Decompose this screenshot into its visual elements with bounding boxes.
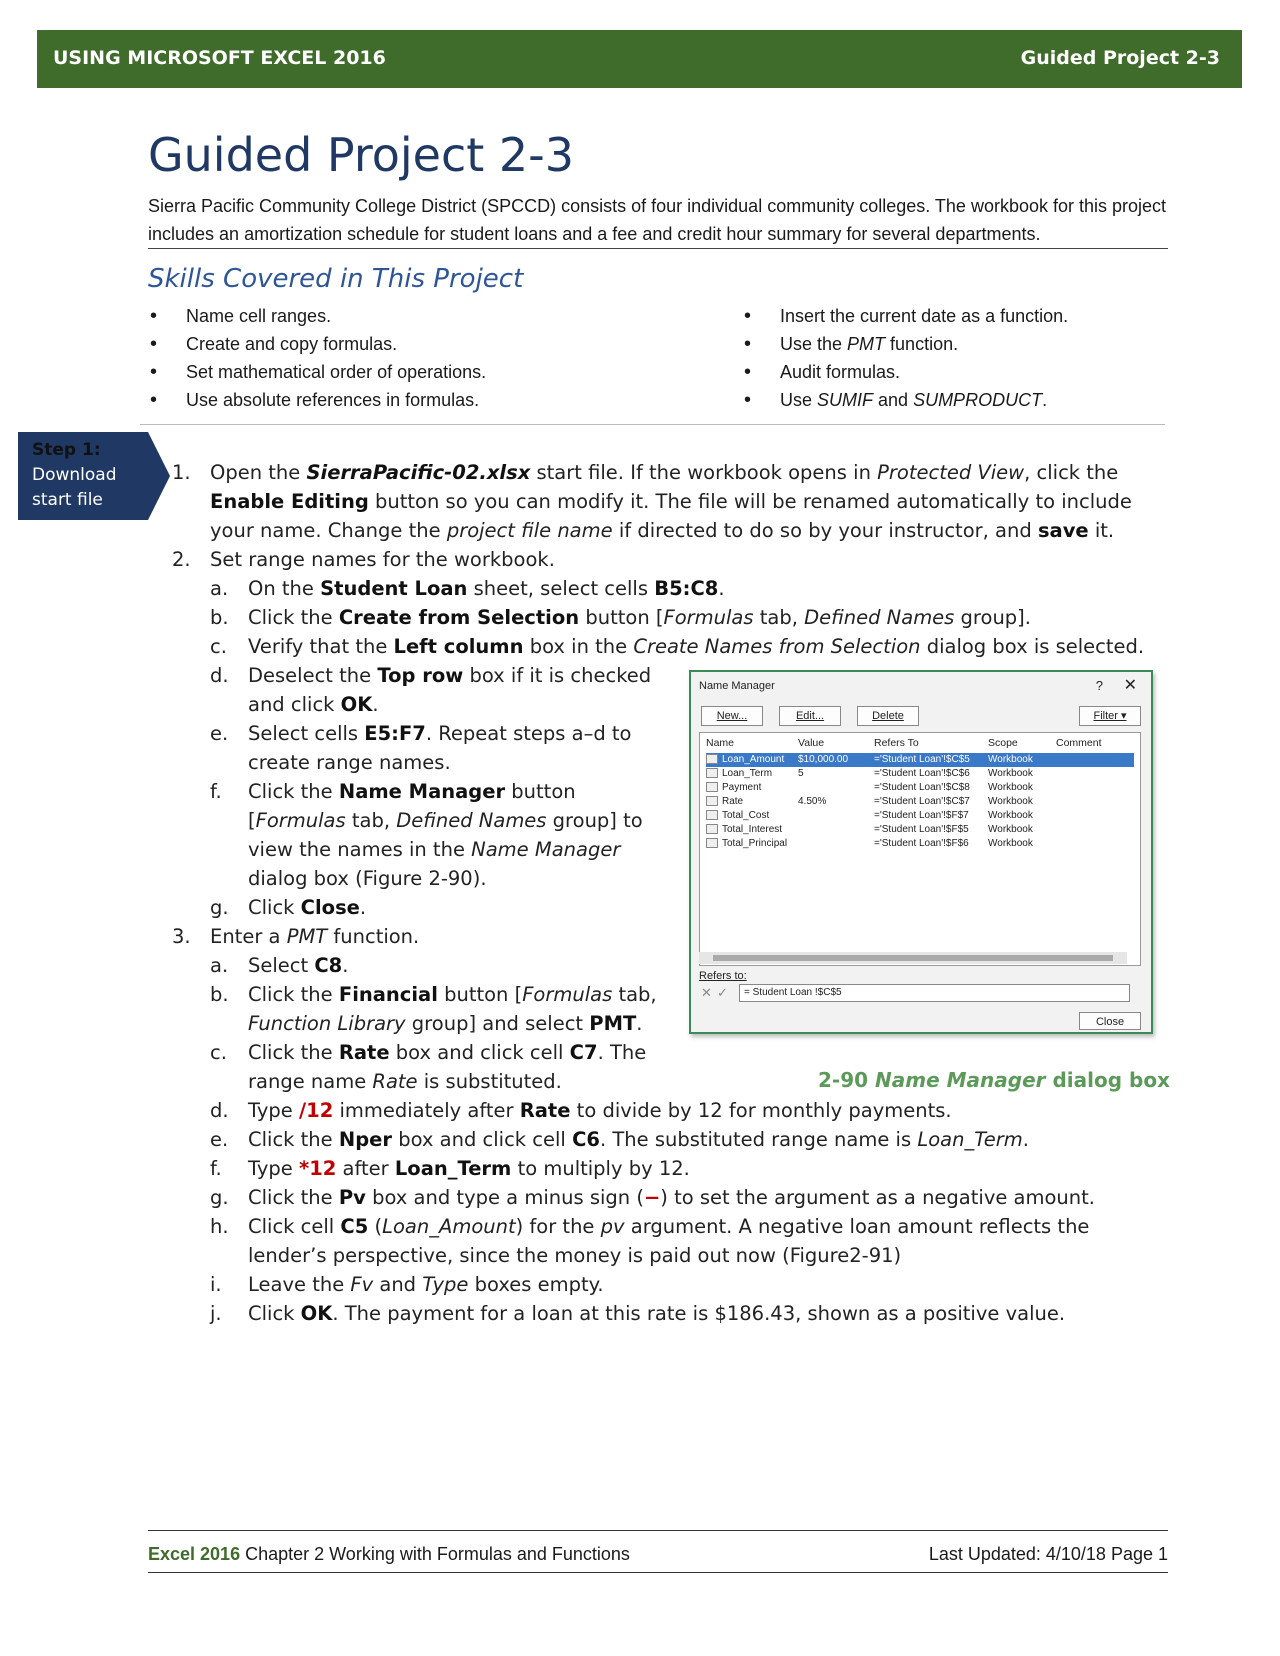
substep-letter: a. [210, 954, 229, 977]
step-line: Click the Financial button [Formulas tab, [248, 983, 657, 1006]
substep-letter: e. [210, 1128, 229, 1151]
substep-letter: f. [210, 1157, 222, 1180]
table-row[interactable]: Payment ='Student Loan'!$C$8 Workbook [706, 781, 1134, 795]
step-line: Select cells E5:F7. Repeat steps a–d to [248, 722, 632, 745]
table-row[interactable]: Loan_Term 5 ='Student Loan'!$C$6 Workbook [706, 767, 1134, 781]
footer-divider [148, 1530, 1168, 1531]
step-number: 1. [172, 461, 191, 484]
dialog-title: Name Manager [699, 680, 775, 692]
step-line: Select C8. [248, 954, 349, 977]
name-icon [706, 782, 718, 792]
step-line: On the Student Loan sheet, select cells B5:C8. [248, 577, 725, 600]
substep-letter: i. [210, 1273, 222, 1296]
intro-paragraph: Sierra Pacific Community College District (SPCCD) consists of four individual community colleges. The workbook for this project includes an amortization schedule for student loans and a fee and credit hour summary for several departments. [148, 196, 1167, 244]
step-line: Click the Pv box and type a minus sign (−) to set the argument as a negative amount. [248, 1186, 1095, 1209]
substep-letter: g. [210, 1186, 229, 1209]
step-line: Type /12 immediately after Rate to divide by 12 for monthly payments. [248, 1099, 952, 1122]
step-tab-line: start file [32, 490, 103, 510]
step-line: your name. Change the project file name if directed to do so by your instructor, and save it. [210, 519, 1115, 542]
header-left: USING MICROSOFT EXCEL 2016 [53, 47, 386, 69]
substep-letter: g. [210, 896, 229, 919]
footer-left: Excel 2016 Chapter 2 Working with Formulas and Functions [148, 1544, 630, 1564]
skill-item: • Use absolute references in formulas. [148, 386, 486, 414]
step-line: Click the Rate box and click cell C7. The [248, 1041, 647, 1064]
name-icon [706, 824, 718, 834]
refers-to-input[interactable]: = Student Loan !$C$5 [739, 984, 1130, 1002]
step-line: Click the Name Manager button [248, 780, 576, 803]
column-header[interactable]: Value [798, 737, 825, 749]
step-line: Enable Editing button so you can modify it. The file will be renamed automatically to include [210, 490, 1132, 513]
skill-item: • Insert the current date as a function. [742, 302, 1068, 330]
column-header[interactable]: Name [706, 737, 735, 749]
step-line: view the names in the Name Manager [248, 838, 621, 861]
divider [148, 248, 1168, 249]
filter-button[interactable]: Filter ▾ [1079, 706, 1141, 726]
header-bar [37, 30, 1242, 88]
step-tab [18, 432, 148, 520]
substep-letter: b. [210, 606, 229, 629]
name-icon [706, 838, 718, 848]
footer-divider [148, 1572, 1168, 1573]
step-line: Click OK. The payment for a loan at this rate is $186.43, shown as a positive value. [248, 1302, 1066, 1325]
column-header[interactable]: Comment [1056, 737, 1102, 749]
names-list[interactable] [699, 732, 1141, 966]
step-line: dialog box (Figure 2-90). [248, 867, 487, 890]
name-icon [706, 754, 718, 764]
substep-letter: e. [210, 722, 229, 745]
skill-item: • Name cell ranges. [148, 302, 486, 330]
close-button[interactable]: Close [1079, 1012, 1141, 1030]
edit-button[interactable]: Edit... [779, 706, 841, 726]
check-icon[interactable]: ✓ [717, 985, 728, 1000]
column-header[interactable]: Scope [988, 737, 1018, 749]
step-line: Verify that the Left column box in the Create Names from Selection dialog box is selected. [248, 635, 1145, 658]
step-tab-arrow [148, 432, 170, 520]
name-icon [706, 768, 718, 778]
scrollbar-thumb[interactable] [713, 955, 1113, 961]
skills-right-list [742, 302, 1068, 414]
close-icon[interactable]: ✕ [1123, 677, 1137, 694]
substep-letter: c. [210, 635, 227, 658]
table-row[interactable]: Total_Interest ='Student Loan'!$F$5 Workbook [706, 823, 1134, 837]
figure-caption: 2-90 Name Manager dialog box [818, 1068, 1170, 1092]
step-line: Click Close. [248, 896, 367, 919]
step-line: lender’s perspective, since the money is paid out now (Figure2-91) [248, 1244, 902, 1267]
name-manager-figure [689, 670, 1153, 1034]
step-line: create range names. [248, 751, 451, 774]
step-line: Click the Create from Selection button [Formulas tab, Defined Names group]. [248, 606, 1031, 629]
substep-letter: j. [210, 1302, 222, 1325]
header-right: Guided Project 2-3 [1020, 47, 1220, 69]
skill-item: • Audit formulas. [742, 358, 1068, 386]
page-title: Guided Project 2-3 [148, 128, 575, 182]
step-line: range name Rate is substituted. [248, 1070, 562, 1093]
substep-letter: f. [210, 780, 222, 803]
table-row[interactable]: Total_Principal ='Student Loan'!$F$6 Workbook [706, 837, 1134, 851]
footer-right: Last Updated: 4/10/18 Page 1 [928, 1544, 1168, 1564]
substep-letter: d. [210, 664, 229, 687]
skill-item: • Set mathematical order of operations. [148, 358, 486, 386]
step-line: [Formulas tab, Defined Names group] to [248, 809, 643, 832]
substep-letter: a. [210, 577, 229, 600]
step-line: Enter a PMT function. [210, 925, 420, 948]
skills-heading: Skills Covered in This Project [148, 264, 524, 294]
column-header[interactable]: Refers To [874, 737, 919, 749]
step-number: 3. [172, 925, 191, 948]
step-tab-title: Step 1: [32, 440, 101, 460]
step-line: Type *12 after Loan_Term to multiply by 12. [248, 1157, 690, 1180]
divider [140, 424, 1165, 425]
table-row[interactable]: Loan_Amount $10,000.00 ='Student Loan'!$C$5 Workbook [706, 753, 1134, 767]
step-line: Function Library group] and select PMT. [248, 1012, 643, 1035]
step-line: Open the SierraPacific-02.xlsx start file. If the workbook opens in Protected View, click the [210, 461, 1119, 484]
help-icon[interactable]: ? [1095, 678, 1103, 693]
delete-button[interactable]: Delete [857, 706, 919, 726]
step-line: Click the Nper box and click cell C6. The substituted range name is Loan_Term. [248, 1128, 1029, 1151]
step-line: Deselect the Top row box if it is checked [248, 664, 652, 687]
step-line: Click cell C5 (Loan_Amount) for the pv argument. A negative loan amount reflects the [248, 1215, 1090, 1238]
cancel-x-icon[interactable]: ✕ [701, 985, 712, 1000]
substep-letter: c. [210, 1041, 227, 1064]
skill-item: • Use SUMIF and SUMPRODUCT. [742, 386, 1068, 414]
substep-letter: h. [210, 1215, 229, 1238]
step-line: Leave the Fv and Type boxes empty. [248, 1273, 604, 1296]
step-line: Set range names for the workbook. [210, 548, 555, 571]
step-number: 2. [172, 548, 191, 571]
table-row[interactable]: Rate 4.50% ='Student Loan'!$C$7 Workbook [706, 795, 1134, 809]
new-button[interactable]: New... [701, 706, 763, 726]
skill-item: • Use the PMT function. [742, 330, 1068, 358]
name-icon [706, 796, 718, 806]
step-tab-line: Download [32, 465, 117, 485]
substep-letter: d. [210, 1099, 229, 1122]
substep-letter: b. [210, 983, 229, 1006]
refers-to-label: Refers to: [699, 970, 747, 982]
skills-left-list [148, 302, 486, 414]
name-icon [706, 810, 718, 820]
skill-item: • Create and copy formulas. [148, 330, 486, 358]
table-row[interactable]: Total_Cost ='Student Loan'!$F$7 Workbook [706, 809, 1134, 823]
horizontal-scrollbar[interactable] [699, 952, 1127, 964]
step-line: and click OK. [248, 693, 379, 716]
